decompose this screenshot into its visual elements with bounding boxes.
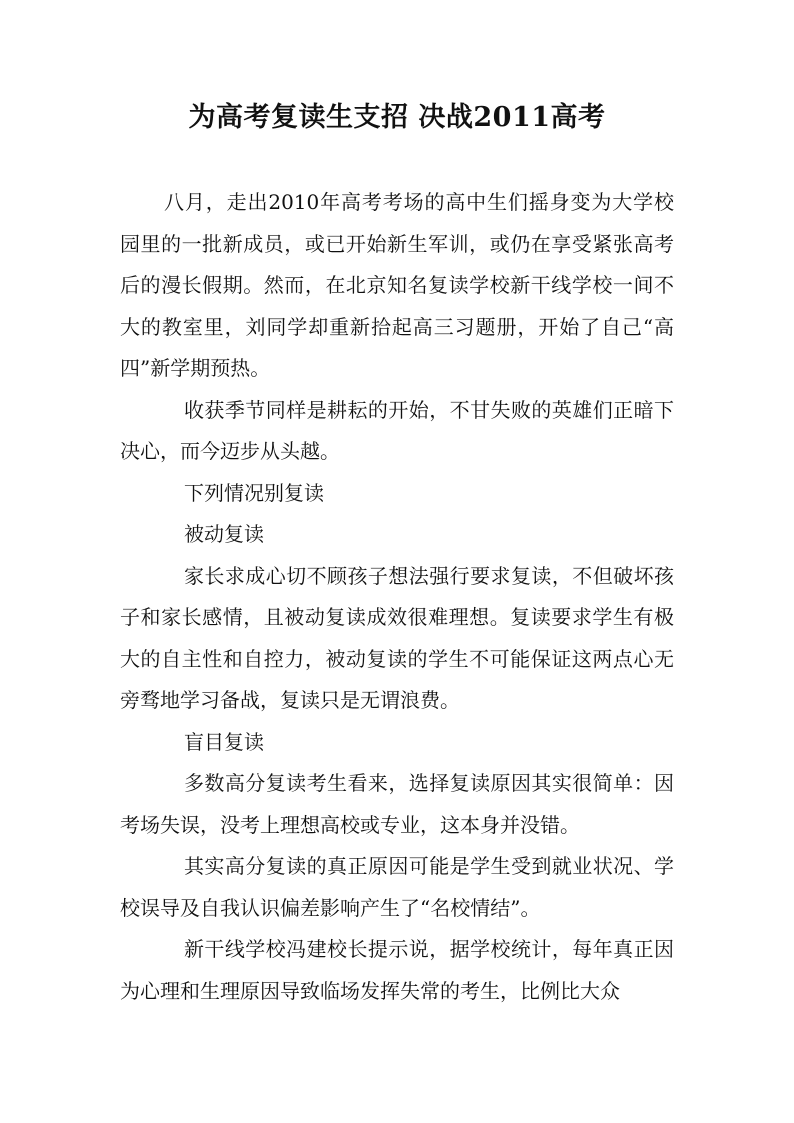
paragraph-high-score-reason: 多数高分复读考生看来，选择复读原因其实很简单：因考场失误，没考上理想高校或专业，这本身并没错。 [120, 771, 674, 837]
subheading-blind-repeat: 盲目复读 [184, 729, 264, 754]
paragraph-real-reason: 其实高分复读的真正原因可能是学生受到就业状况、学校误导及自我认识偏差影响产生了“名校情结”。 [120, 854, 674, 920]
paragraph-passive-repeat: 家长求成心切不顾孩子想法强行要求复读，不但破坏孩子和家长感情，且被动复读成效很难理想。复读要求学生有极大的自主性和自控力，被动复读的学生不可能保证这两点心无旁骛地学习备战，复读只是无谓浪费。 [120, 563, 674, 712]
section-heading-no-repeat: 下列情况别复读 [184, 480, 324, 505]
document-title: 为高考复读生支招 决战2011高考 [188, 102, 606, 133]
subheading-passive-repeat: 被动复读 [184, 522, 264, 546]
document-body [120, 182, 674, 1012]
paragraph-principal-statement: 新干线学校冯建校长提示说，据学校统计，每年真正因为心理和生理原因导致临场发挥失常的考生，比例比大众 [120, 937, 674, 1003]
paragraph-harvest: 收获季节同样是耕耘的开始，不甘失败的英雄们正暗下决心，而今迈步从头越。 [120, 397, 674, 463]
paragraph-intro: 八月，走出2010年高考考场的高中生们摇身变为大学校园里的一批新成员，或已开始新生军训，或仍在享受紧张高考后的漫长假期。然而，在北京知名复读学校新干线学校一间不大的教室里，刘同学却重新拾起高三习题册，开始了自己“高四”新学期预热。 [120, 190, 674, 380]
